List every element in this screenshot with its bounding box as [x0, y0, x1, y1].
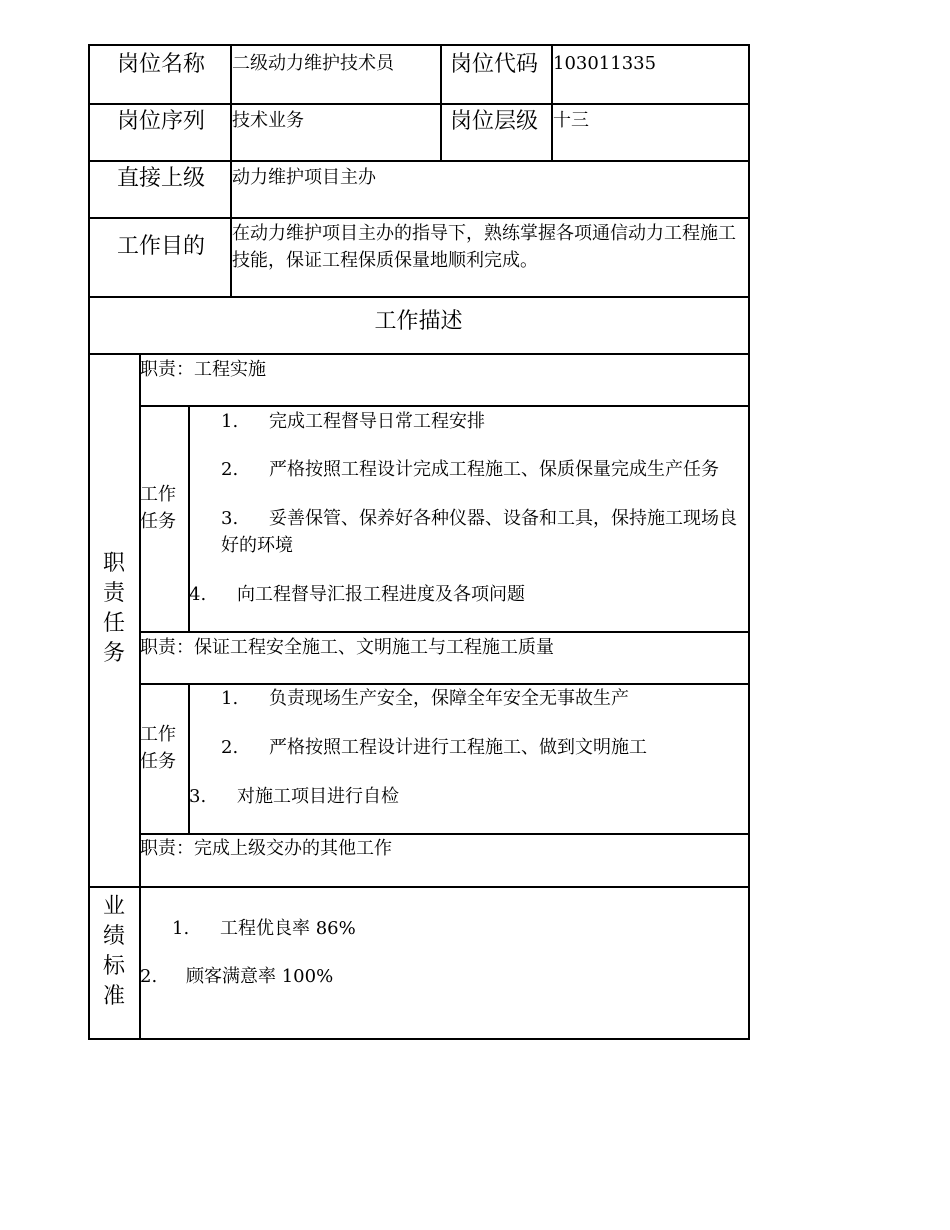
row-divider [139, 683, 749, 685]
row-divider [88, 886, 749, 888]
task-text: 妥善保管、保养好各种仪器、设备和工具，保持施工现场良好的环境 [221, 508, 737, 556]
duties-label-char: 职 [102, 551, 125, 576]
level-label: 岗位层级 [450, 109, 539, 134]
performance-label-char: 准 [102, 984, 125, 1009]
col-divider [440, 44, 442, 161]
superior-label: 直接上级 [117, 166, 206, 191]
performance-text: 顾客满意率 100% [186, 966, 334, 987]
performance-label-char: 绩 [102, 924, 125, 949]
position-name-label: 岗位名称 [117, 52, 206, 77]
performance-number: 1. [172, 918, 190, 939]
duty-title: 职责：工程实施 [140, 359, 266, 380]
performance-label-char: 标 [102, 954, 125, 979]
task-label: 工作任务 [140, 724, 176, 772]
task-number: 2. [221, 737, 239, 758]
sequence-label: 岗位序列 [117, 109, 206, 134]
table-border-right [748, 44, 750, 1039]
position-code-label: 岗位代码 [450, 52, 539, 77]
row-divider [139, 631, 749, 633]
performance-label [99, 892, 129, 1012]
performance-number: 2. [140, 966, 158, 987]
task-number: 3. [221, 508, 239, 529]
task-text: 对施工项目进行自检 [237, 786, 399, 807]
task-number: 1. [221, 688, 239, 709]
duties-label-char: 任 [102, 611, 125, 636]
table-border-bottom [88, 1038, 750, 1040]
duties-label-char: 责 [102, 581, 125, 606]
task-text: 严格按照工程设计进行工程施工、做到文明施工 [269, 737, 647, 758]
task-text: 严格按照工程设计完成工程施工、保质保量完成生产任务 [269, 459, 719, 480]
col-divider [188, 683, 190, 834]
task-number: 2. [221, 459, 239, 480]
level-value: 十三 [553, 110, 589, 131]
row-divider [88, 103, 749, 105]
row-divider [88, 353, 749, 355]
task-number: 4. [189, 584, 207, 605]
task-label: 工作任务 [140, 484, 176, 532]
row-divider [139, 833, 749, 835]
row-divider [88, 217, 749, 219]
task-text: 完成工程督导日常工程安排 [269, 411, 485, 432]
performance-text: 工程优良率 86% [220, 918, 356, 939]
duties-label [99, 549, 129, 669]
duties-label-char: 务 [102, 641, 125, 666]
row-divider [139, 405, 749, 407]
task-number: 3. [189, 786, 207, 807]
row-divider [88, 160, 749, 162]
row-divider [88, 296, 749, 298]
table-border-left [88, 44, 90, 1039]
purpose-label: 工作目的 [117, 234, 206, 259]
position-code-value: 103011335 [553, 53, 657, 74]
task-text: 向工程督导汇报工程进度及各项问题 [237, 584, 525, 605]
task-text: 负责现场生产安全，保障全年安全无事故生产 [269, 688, 629, 709]
superior-value: 动力维护项目主办 [232, 167, 376, 188]
description-title: 工作描述 [374, 309, 463, 334]
position-name-value: 二级动力维护技术员 [232, 53, 394, 74]
duty-title: 职责：完成上级交办的其他工作 [140, 838, 392, 859]
table-border-top [88, 44, 749, 46]
duty-title: 职责：保证工程安全施工、文明施工与工程施工质量 [140, 637, 554, 658]
task-number: 1. [221, 411, 239, 432]
col-divider [139, 353, 141, 1039]
performance-label-char: 业 [102, 894, 125, 919]
sequence-value: 技术业务 [232, 110, 304, 131]
purpose-value: 在动力维护项目主办的指导下，熟练掌握各项通信动力工程施工技能，保证工程保质保量地顺利完成。 [232, 223, 736, 271]
